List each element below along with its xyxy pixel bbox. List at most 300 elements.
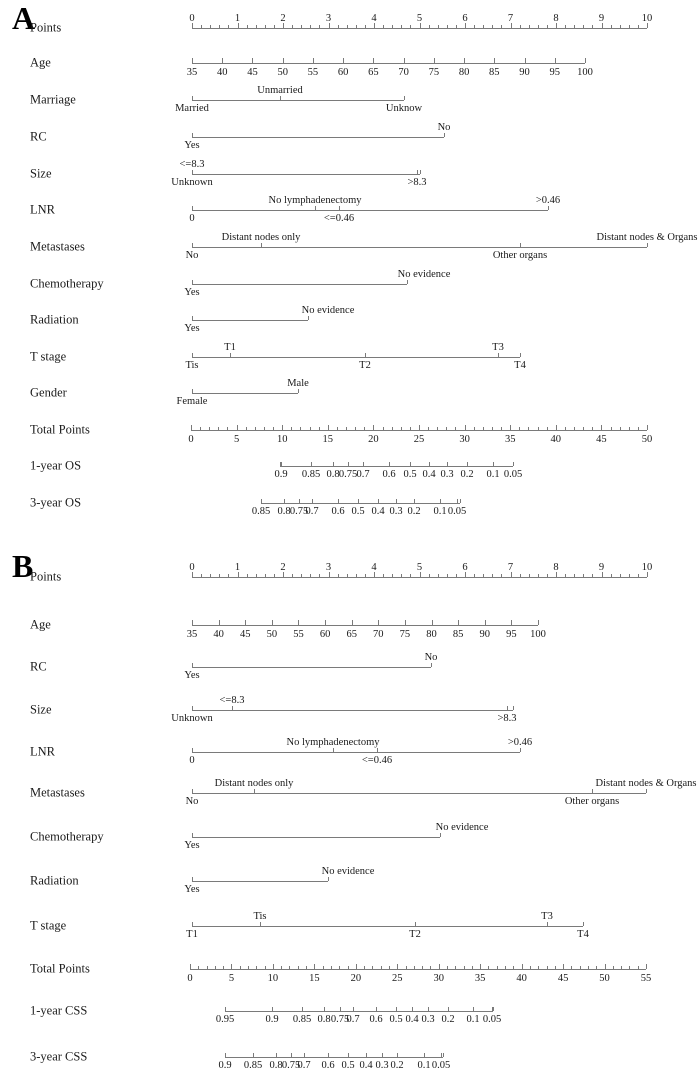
tick-label-radiation: Yes xyxy=(184,323,200,334)
tick-label-age: 60 xyxy=(337,67,349,78)
major-tick-age xyxy=(272,620,273,625)
tick-label-total-points: 10 xyxy=(276,434,288,445)
tick-label-lnr: <=0.46 xyxy=(323,213,355,224)
row-label-age: Age xyxy=(30,55,51,70)
tick-css-3yr xyxy=(225,1053,226,1057)
tick-os-3yr xyxy=(312,499,313,503)
tick-lnr xyxy=(192,206,193,210)
axis-line-metastases xyxy=(192,247,647,248)
tick-label-total-points: 50 xyxy=(641,434,653,445)
minor-tick-total-points xyxy=(629,966,630,969)
tick-label-css-3yr: 0.5 xyxy=(341,1060,355,1071)
minor-tick-total-points xyxy=(583,427,584,430)
tick-label-points-axis: 4 xyxy=(371,562,377,573)
tick-label-age: 85 xyxy=(489,67,500,78)
tick-label-css-1yr: 0.4 xyxy=(405,1014,419,1025)
tick-label-css-3yr: 0.3 xyxy=(375,1060,389,1071)
tick-label-points-axis: 0 xyxy=(189,13,195,24)
tick-lnr xyxy=(548,206,549,210)
tick-css-3yr xyxy=(366,1053,367,1057)
tick-css-3yr xyxy=(424,1053,425,1057)
major-tick-age xyxy=(525,58,526,63)
tick-css-1yr xyxy=(340,1007,341,1011)
tick-label-rc: Yes xyxy=(184,140,200,151)
tick-os-1yr xyxy=(311,462,312,466)
tick-marriage xyxy=(192,96,193,100)
minor-tick-total-points xyxy=(513,966,514,969)
minor-tick-total-points xyxy=(392,427,393,430)
major-tick-age xyxy=(325,620,326,625)
end-tick-css-3yr xyxy=(443,1053,444,1057)
tick-css-1yr xyxy=(473,1007,474,1011)
minor-tick-total-points xyxy=(372,966,373,969)
tick-label-css-1yr: 0.9 xyxy=(265,1014,279,1025)
minor-tick-total-points xyxy=(298,966,299,969)
tick-size xyxy=(192,170,193,174)
tick-label-total-points: 45 xyxy=(596,434,607,445)
axis-line-lnr xyxy=(192,752,520,753)
minor-tick-total-points xyxy=(538,966,539,969)
major-tick-age xyxy=(555,58,556,63)
tick-css-3yr xyxy=(276,1053,277,1057)
axis-line-total-points xyxy=(191,430,647,431)
tick-css-3yr xyxy=(328,1053,329,1057)
minor-tick-total-points xyxy=(339,966,340,969)
major-tick-age xyxy=(283,58,284,63)
tick-label-age: 50 xyxy=(266,629,278,640)
minor-tick-total-points xyxy=(381,966,382,969)
minor-tick-points-axis xyxy=(274,25,275,28)
minor-tick-total-points xyxy=(209,427,210,430)
major-tick-total-points xyxy=(282,425,283,430)
minor-tick-total-points xyxy=(291,427,292,430)
tick-label-css-1yr: 0.6 xyxy=(369,1014,383,1025)
axis-line-total-points xyxy=(190,969,646,970)
minor-tick-total-points xyxy=(218,427,219,430)
row-label-marriage: Marriage xyxy=(30,92,76,107)
tick-label-marriage: Unmarried xyxy=(257,85,303,96)
tick-label-radiation: No evidence xyxy=(301,305,355,316)
minor-tick-points-axis xyxy=(219,25,220,28)
minor-tick-total-points xyxy=(497,966,498,969)
major-tick-total-points xyxy=(397,964,398,969)
tick-os-1yr xyxy=(493,462,494,466)
tick-label-t-stage: T2 xyxy=(359,360,371,371)
tick-label-os-3yr: 0.2 xyxy=(407,506,421,517)
tick-label-age: 100 xyxy=(530,629,546,640)
minor-tick-total-points xyxy=(264,427,265,430)
tick-label-os-1yr: 0.2 xyxy=(460,469,474,480)
row-label-size: Size xyxy=(30,166,52,181)
axis-line-metastases xyxy=(192,793,646,794)
minor-tick-points-axis xyxy=(219,574,220,577)
tick-os-3yr xyxy=(457,499,458,503)
minor-tick-points-axis xyxy=(474,574,475,577)
tick-label-age: 70 xyxy=(373,629,384,640)
minor-tick-total-points xyxy=(565,427,566,430)
tick-radiation xyxy=(192,316,193,320)
major-tick-total-points xyxy=(522,964,523,969)
row-label-css-3yr: 3-year CSS xyxy=(30,1049,88,1064)
tick-metastases xyxy=(254,789,255,793)
tick-label-metastases: Other organs xyxy=(564,796,620,807)
tick-label-chemotherapy: No evidence xyxy=(397,269,451,280)
major-tick-age xyxy=(245,620,246,625)
tick-label-points-axis: 6 xyxy=(462,13,468,24)
minor-tick-total-points xyxy=(492,427,493,430)
tick-label-rc: No xyxy=(424,652,438,663)
tick-os-3yr xyxy=(378,499,379,503)
tick-label-total-points: 20 xyxy=(368,434,379,445)
tick-label-css-1yr: 0.8 xyxy=(317,1014,331,1025)
tick-label-radiation: Yes xyxy=(184,884,200,895)
major-tick-age xyxy=(373,58,374,63)
tick-label-gender: Male xyxy=(287,378,309,389)
minor-tick-total-points xyxy=(383,427,384,430)
major-tick-total-points xyxy=(439,964,440,969)
tick-label-lnr: >0.46 xyxy=(535,195,561,206)
tick-os-1yr xyxy=(281,462,282,466)
minor-tick-points-axis xyxy=(483,574,484,577)
tick-label-t-stage: T1 xyxy=(224,342,236,353)
tick-label-total-points: 0 xyxy=(188,434,194,445)
major-tick-total-points xyxy=(328,425,329,430)
tick-label-metastases: No xyxy=(185,250,199,261)
tick-t-stage xyxy=(365,353,366,357)
minor-tick-total-points xyxy=(255,427,256,430)
tick-marriage xyxy=(280,96,281,100)
minor-tick-total-points xyxy=(519,427,520,430)
minor-tick-points-axis xyxy=(247,574,248,577)
tick-label-points-axis: 2 xyxy=(280,13,286,24)
minor-tick-total-points xyxy=(200,427,201,430)
minor-tick-points-axis xyxy=(356,25,357,28)
tick-label-age: 75 xyxy=(399,629,411,640)
tick-label-total-points: 25 xyxy=(413,434,425,445)
axis-line-gender xyxy=(192,393,298,394)
tick-metastases xyxy=(646,789,647,793)
minor-tick-total-points xyxy=(310,427,311,430)
tick-label-lnr: No lymphadenectomy xyxy=(286,737,380,748)
minor-tick-points-axis xyxy=(474,25,475,28)
minor-tick-total-points xyxy=(437,427,438,430)
minor-tick-points-axis xyxy=(538,25,539,28)
tick-label-points-axis: 7 xyxy=(507,562,514,573)
major-tick-total-points xyxy=(605,964,606,969)
tick-label-total-points: 25 xyxy=(392,973,403,984)
minor-tick-total-points xyxy=(240,966,241,969)
tick-label-os-1yr: 0.05 xyxy=(503,469,523,480)
major-tick-total-points xyxy=(480,964,481,969)
axis-line-css-1yr xyxy=(225,1011,493,1012)
minor-tick-total-points xyxy=(580,966,581,969)
minor-tick-points-axis xyxy=(638,25,639,28)
minor-tick-total-points xyxy=(207,966,208,969)
minor-tick-total-points xyxy=(414,966,415,969)
tick-label-os-3yr: 0.4 xyxy=(371,506,385,517)
minor-tick-total-points xyxy=(430,966,431,969)
minor-tick-total-points xyxy=(273,427,274,430)
end-tick-os-3yr xyxy=(460,499,461,503)
row-label-gender: Gender xyxy=(30,385,67,400)
tick-label-points-axis: 9 xyxy=(598,13,605,24)
tick-chemotherapy xyxy=(192,280,193,284)
major-tick-total-points xyxy=(646,964,647,969)
row-label-os-3yr: 3-year OS xyxy=(30,495,82,510)
axis-line-t-stage xyxy=(192,926,583,927)
tick-label-os-1yr: 0.5 xyxy=(403,469,417,480)
tick-label-total-points: 35 xyxy=(474,973,486,984)
tick-label-css-3yr: 0.2 xyxy=(390,1060,404,1071)
major-tick-total-points xyxy=(419,425,420,430)
minor-tick-points-axis xyxy=(592,574,593,577)
tick-label-metastases: Other organs xyxy=(492,250,548,261)
minor-tick-total-points xyxy=(596,966,597,969)
minor-tick-total-points xyxy=(364,427,365,430)
tick-gender xyxy=(192,389,193,393)
tick-label-points-axis: 8 xyxy=(553,562,559,573)
tick-label-age: 35 xyxy=(186,629,198,640)
minor-tick-total-points xyxy=(198,966,199,969)
tick-metastases xyxy=(647,243,648,247)
row-label-t-stage: T stage xyxy=(30,349,67,364)
row-label-metastases: Metastases xyxy=(30,239,85,254)
minor-tick-points-axis xyxy=(401,25,402,28)
tick-gender xyxy=(298,389,299,393)
tick-label-os-1yr: 0.75 xyxy=(338,469,358,480)
tick-metastases xyxy=(192,243,193,247)
tick-label-css-1yr: 0.5 xyxy=(389,1014,403,1025)
minor-tick-points-axis xyxy=(565,25,566,28)
tick-css-3yr xyxy=(253,1053,254,1057)
minor-tick-points-axis xyxy=(456,574,457,577)
tick-os-3yr xyxy=(396,499,397,503)
tick-t-stage xyxy=(230,353,231,357)
axis-line-rc xyxy=(192,137,444,138)
major-tick-age xyxy=(464,58,465,63)
tick-label-t-stage: T3 xyxy=(541,911,553,922)
tick-os-3yr xyxy=(284,499,285,503)
tick-label-css-3yr: 0.85 xyxy=(243,1060,263,1071)
tick-label-os-1yr: 0.4 xyxy=(422,469,436,480)
tick-label-os-1yr: 0.7 xyxy=(356,469,370,480)
minor-tick-total-points xyxy=(246,427,247,430)
minor-tick-total-points xyxy=(574,427,575,430)
tick-label-lnr: >0.46 xyxy=(507,737,533,748)
panel-b-label: B xyxy=(12,548,34,584)
minor-tick-total-points xyxy=(337,427,338,430)
minor-tick-total-points xyxy=(256,966,257,969)
tick-label-age: 95 xyxy=(506,629,517,640)
minor-tick-points-axis xyxy=(583,25,584,28)
tick-label-css-3yr: 0.75 xyxy=(281,1060,301,1071)
minor-tick-total-points xyxy=(592,427,593,430)
tick-css-3yr xyxy=(291,1053,292,1057)
minor-tick-points-axis xyxy=(629,574,630,577)
row-label-chemotherapy: Chemotherapy xyxy=(30,829,104,844)
axis-line-size xyxy=(192,174,420,175)
tick-css-1yr xyxy=(225,1007,226,1011)
tick-label-marriage: Married xyxy=(175,103,209,114)
row-label-size: Size xyxy=(30,702,52,717)
major-tick-age xyxy=(404,58,405,63)
minor-tick-points-axis xyxy=(438,574,439,577)
tick-label-os-3yr: 0.05 xyxy=(447,506,467,517)
tick-label-age: 70 xyxy=(398,67,409,78)
tick-t-stage xyxy=(498,353,499,357)
tick-os-3yr xyxy=(261,499,262,503)
tick-label-t-stage: T4 xyxy=(577,929,589,940)
tick-label-age: 45 xyxy=(239,629,251,640)
tick-radiation xyxy=(308,316,309,320)
major-tick-age xyxy=(458,620,459,625)
major-tick-age xyxy=(434,58,435,63)
minor-tick-total-points xyxy=(629,427,630,430)
major-tick-age xyxy=(219,620,220,625)
tick-label-age: 95 xyxy=(549,67,561,78)
minor-tick-total-points xyxy=(428,427,429,430)
minor-tick-points-axis xyxy=(210,574,211,577)
tick-lnr xyxy=(192,748,193,752)
minor-tick-total-points xyxy=(501,427,502,430)
tick-t-stage xyxy=(583,922,584,926)
minor-tick-total-points xyxy=(571,966,572,969)
minor-tick-points-axis xyxy=(347,25,348,28)
minor-tick-points-axis xyxy=(383,25,384,28)
tick-css-1yr xyxy=(353,1007,354,1011)
tick-label-t-stage: Tis xyxy=(185,360,199,371)
tick-os-3yr xyxy=(338,499,339,503)
minor-tick-total-points xyxy=(319,427,320,430)
tick-size xyxy=(232,706,233,710)
minor-tick-points-axis xyxy=(529,25,530,28)
minor-tick-total-points xyxy=(227,427,228,430)
tick-label-age: 50 xyxy=(277,67,288,78)
tick-lnr xyxy=(339,206,340,210)
row-label-rc: RC xyxy=(30,129,47,144)
tick-label-total-points: 5 xyxy=(228,973,235,984)
tick-label-os-3yr: 0.7 xyxy=(305,506,319,517)
tick-marriage xyxy=(404,96,405,100)
major-tick-age xyxy=(538,620,539,625)
minor-tick-total-points xyxy=(265,966,266,969)
tick-css-1yr xyxy=(302,1007,303,1011)
axis-line-size xyxy=(192,710,513,711)
tick-label-points-axis: 4 xyxy=(371,13,377,24)
axis-line-lnr xyxy=(192,210,548,211)
tick-os-1yr xyxy=(389,462,390,466)
minor-tick-total-points xyxy=(620,427,621,430)
row-label-radiation: Radiation xyxy=(30,873,79,888)
tick-label-metastases: Distant nodes only xyxy=(214,778,294,789)
tick-css-1yr xyxy=(412,1007,413,1011)
tick-label-age: 35 xyxy=(186,67,198,78)
minor-tick-points-axis xyxy=(228,25,229,28)
tick-label-points-axis: 7 xyxy=(507,13,514,24)
minor-tick-points-axis xyxy=(565,574,566,577)
tick-label-css-1yr: 0.85 xyxy=(292,1014,312,1025)
tick-os-1yr xyxy=(447,462,448,466)
minor-tick-total-points xyxy=(346,427,347,430)
axis-line-rc xyxy=(192,667,431,668)
tick-os-3yr xyxy=(414,499,415,503)
tick-lnr xyxy=(315,206,316,210)
tick-label-size: Unknown xyxy=(171,177,213,188)
tick-label-os-3yr: 0.3 xyxy=(389,506,403,517)
tick-t-stage xyxy=(192,353,193,357)
tick-label-css-1yr: 0.75 xyxy=(330,1014,350,1025)
tick-label-t-stage: T1 xyxy=(186,929,198,940)
minor-tick-points-axis xyxy=(429,574,430,577)
panel-a-label: A xyxy=(12,0,36,36)
tick-label-gender: Female xyxy=(176,396,208,407)
minor-tick-points-axis xyxy=(574,25,575,28)
tick-label-points-axis: 0 xyxy=(189,562,195,573)
major-tick-total-points xyxy=(563,964,564,969)
minor-tick-total-points xyxy=(281,966,282,969)
tick-label-points-axis: 1 xyxy=(234,562,241,573)
tick-os-3yr xyxy=(440,499,441,503)
tick-label-css-1yr: 0.05 xyxy=(482,1014,502,1025)
tick-label-chemotherapy: Yes xyxy=(184,840,200,851)
major-tick-age xyxy=(405,620,406,625)
minor-tick-points-axis xyxy=(620,25,621,28)
tick-label-chemotherapy: No evidence xyxy=(435,822,489,833)
minor-tick-total-points xyxy=(538,427,539,430)
row-label-rc: RC xyxy=(30,659,47,674)
major-tick-age xyxy=(432,620,433,625)
minor-tick-points-axis xyxy=(301,25,302,28)
tick-label-lnr: No lymphadenectomy xyxy=(268,195,362,206)
tick-label-os-1yr: 0.85 xyxy=(301,469,321,480)
tick-t-stage xyxy=(192,922,193,926)
minor-tick-points-axis xyxy=(483,25,484,28)
tick-css-1yr xyxy=(448,1007,449,1011)
minor-tick-points-axis xyxy=(592,25,593,28)
tick-label-t-stage: T2 xyxy=(409,929,421,940)
tick-css-1yr xyxy=(324,1007,325,1011)
minor-tick-points-axis xyxy=(401,574,402,577)
tick-label-total-points: 20 xyxy=(350,973,362,984)
row-label-points-axis: Points xyxy=(30,20,62,35)
tick-label-css-3yr: 0.1 xyxy=(417,1060,431,1071)
tick-os-3yr xyxy=(299,499,300,503)
tick-label-os-3yr: 0.8 xyxy=(277,506,291,517)
tick-metastases xyxy=(261,243,262,247)
minor-tick-points-axis xyxy=(574,574,575,577)
tick-label-age: 90 xyxy=(519,67,530,78)
minor-tick-points-axis xyxy=(547,25,548,28)
tick-lnr xyxy=(377,748,378,752)
minor-tick-total-points xyxy=(401,427,402,430)
tick-label-age: 80 xyxy=(426,629,437,640)
minor-tick-total-points xyxy=(588,966,589,969)
minor-tick-points-axis xyxy=(319,574,320,577)
minor-tick-points-axis xyxy=(501,574,502,577)
tick-label-t-stage: T4 xyxy=(514,360,526,371)
tick-label-total-points: 35 xyxy=(504,434,516,445)
minor-tick-points-axis xyxy=(492,25,493,28)
tick-label-os-3yr: 0.1 xyxy=(433,506,447,517)
major-tick-age xyxy=(585,58,586,63)
minor-tick-total-points xyxy=(389,966,390,969)
tick-label-rc: Yes xyxy=(184,670,200,681)
major-tick-total-points xyxy=(373,425,374,430)
axis-line-os-1yr xyxy=(280,466,513,467)
minor-tick-total-points xyxy=(547,427,548,430)
minor-tick-points-axis xyxy=(265,25,266,28)
minor-tick-total-points xyxy=(355,427,356,430)
